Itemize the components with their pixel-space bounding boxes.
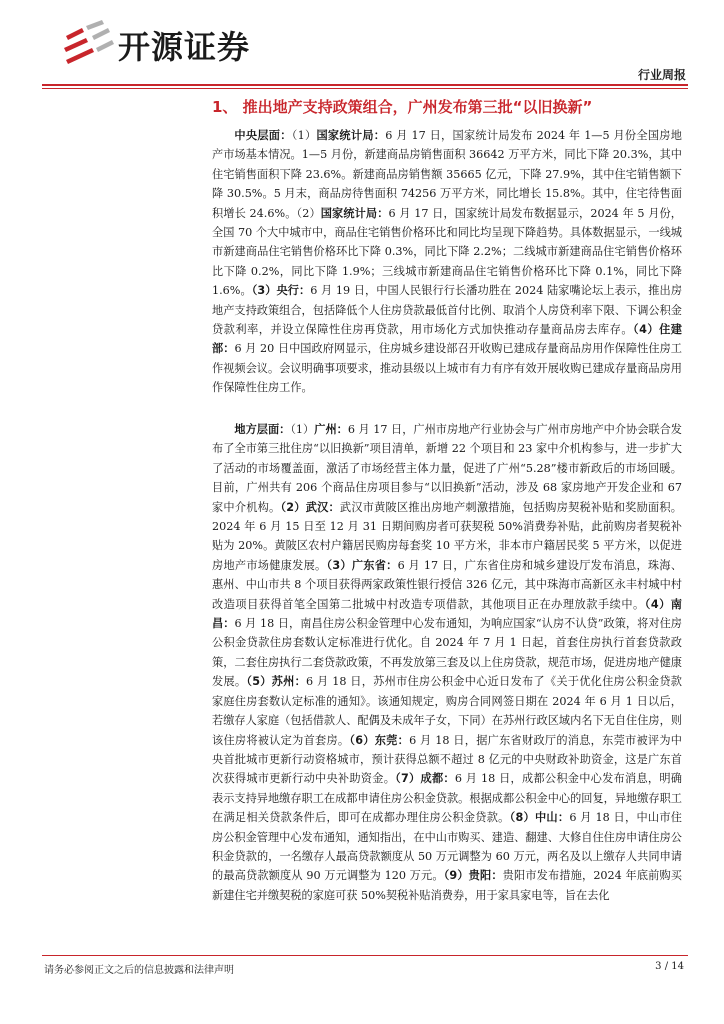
text-run: 6 月 18 日，成都公积金中心发布消息，明确表示支持异地缴存职工在成都申请住房公积金贷款。根据成都公积金中心的回复，异地缴存职工在满足相关贷款条件后，即可在成都办理住房公积金贷款。	[212, 772, 682, 825]
central-level-paragraph	[212, 126, 682, 398]
text-run: 国家统计局：	[316, 129, 386, 142]
text-run: （3）广东省：	[326, 558, 398, 572]
local-paragraph-text	[212, 420, 682, 905]
text-run: 6 月 18 日，苏州市住房公积金中心近日发布了《关于优化住房公积金贷款家庭住房套数认定标准的通知》。该通知规定，购房合同网签日期在 2024 年 6 月 1 日以后，若缴存人家庭（包括借款人、配偶及未成年子女，下同）在苏州行政区域内名下无自住住房，则该住房将被认定为首套房。	[212, 675, 682, 747]
text-run: （2）武汉：	[280, 500, 340, 514]
text-run: （1）	[291, 129, 317, 142]
footer-divider	[42, 955, 688, 956]
text-run: （7）成都：	[395, 772, 455, 786]
central-paragraph-text	[212, 126, 682, 398]
header-divider	[42, 84, 688, 86]
text-run: （9）贵阳：	[443, 869, 503, 883]
report-type: 行业周报	[637, 68, 686, 82]
text-run: 6 月 17 日，国家统计局发布数据显示，2024 年 5 月份，全国 70 个大中城市中，商品住宅销售价格环比和同比均呈现下降趋势。具体数据显示，一线城市新建商品住宅销售价格环比下降 0.3%，同比下降 2.2%；二线城市新建商品住宅销售价格环比下降 0.2%，同比下降 1.9%；三线城市新建商品住宅销售价格环比下降 0.1%，同比下降 1.6%。	[212, 206, 682, 298]
text-run: （8）中山：	[509, 811, 570, 825]
text-run: 广州：	[314, 423, 348, 436]
text-run: （4）南昌：	[212, 597, 682, 631]
text-run: （1）	[290, 423, 315, 436]
text-run: 6 月 18 日，据广东省财政厅的消息，东莞市被评为中央首批城市更新行动资格城市，预计获得总额不超过 8 亿元的中央财政补助资金，这是广东首次获得城市更新行动中央补助资金。	[212, 733, 682, 786]
text-run: 6 月 19 日，中国人民银行行长潘功胜在 2024 陆家嘴论坛上表示，推出房地产支持政策组合，包括降低个人住房贷款最低首付比例、取消个人房贷利率下限、下调公积金贷款利率，并设立保障性住房再贷款，用市场化方式加快推动存量商品房去库存。	[212, 284, 683, 337]
text-run: （5）苏州：	[246, 675, 307, 689]
logo-text: 开源证券	[118, 28, 251, 66]
text-run: （3）央行：	[251, 284, 311, 298]
text-run: 6 月 18 日，中山市住房公积金管理中心发布通知，通知指出，在中山市购买、建造、翻建、大修自住住房申请住房公积金贷款的，一名缴存人最高贷款额度从 50 万元调整为 60 万元，两名及以上缴存人共同申请的最高贷款额度从 90 万元调整为 120 万元。	[212, 811, 682, 883]
text-run: 6 月 18 日，南昌住房公积金管理中心发布通知，为响应国家“认房不认贷”政策，将对住房公积金贷款住房套数认定标准进行优化。自 2024 年 7 月 1 日起，首套住房执行首套贷款政策，二套住房执行二套贷款政策，不再发放第三套及以上住房贷款，规范市场，促进房地产健康发展。	[212, 617, 682, 689]
text-run: 中央层面：	[234, 129, 292, 142]
text-run: 6 月 17 日，广州市房地产行业协会与广州市房地产中介协会联合发布了全市第三批住房“以旧换新”项目清单，新增 22 个项目和 23 家中介机构参与，进一步扩大了活动的市场覆盖面，激活了市场经营主体力量，促进了广州“5.28”楼市新政后的市场回暖。目前，广州共有 206 个商品住房项目参与“以旧换新”活动，涉及 68 家房地产开发企业和 67 家中介机构。	[212, 423, 682, 514]
section-title: 1、 推出地产支持政策组合，广州发布第三批“以旧换新”	[212, 98, 593, 116]
text-run: （4）住建部：	[212, 323, 682, 356]
footer-disclaimer: 请务必参阅正文之后的信息披露和法律声明	[44, 965, 234, 976]
header-divider-thin	[42, 88, 688, 89]
text-run: （6）东莞：	[349, 733, 410, 747]
text-run: 6 月 20 日中国政府网显示，住房城乡建设部召开收购已建成存量商品房用作保障性住房工作视频会议。会议明确事项要求，推动县级以上城市有力有序有效开展收购已建成存量商品房用作保障性住房工作。	[212, 342, 682, 395]
text-run: 6 月 17 日，国家统计局发布 2024 年 1—5 月份全国房地产市场基本情况。1—5 月份，新建商品房销售面积 36642 万平方米，同比下降 20.3%，其中住宅销售面积下降 23.6%。新建商品房销售额 35665 亿元，下降 27.9%，其中住宅销售额下降 30.5%。5 月末，商品房待售面积 74256 万平方米，同比增长 15.8%。其中，住宅待售面积增长 24.6%。	[212, 129, 682, 220]
page-number: 3 / 14	[655, 961, 684, 972]
local-level-paragraph	[212, 420, 682, 905]
text-run: 贵阳市发布措施，2024 年底前购买新建住宅并缴契税的家庭可获 50%契税补贴消费券，用于家具家电等，旨在去化	[212, 869, 682, 902]
text-run: 6 月 17 日，广东省住房和城乡建设厅发布消息，珠海、惠州、中山市共 8 个项目获得两家政策性银行授信 326 亿元，其中珠海市高新区永丰村城中村改造项目获得首笔全国第二批城中村改造专项借款，其他项目正在办理放款手续中。	[212, 558, 683, 611]
text-run: 地方层面：	[234, 423, 291, 436]
text-run: 武汉市黄陂区推出房地产刺激措施，包括购房契税补贴和奖励面积。2024 年 6 月 15 日至 12 月 31 日期间购房者可获契税 50%消费券补贴，此前购房者契税补贴为 20%。黄陂区农村户籍居民购房每套奖 10 平方米，非本市户籍居民奖 5 平方米，以促进房地产市场健康发展。	[212, 500, 682, 572]
text-run: （2）	[296, 206, 321, 220]
text-run: 国家统计局：	[320, 206, 389, 220]
